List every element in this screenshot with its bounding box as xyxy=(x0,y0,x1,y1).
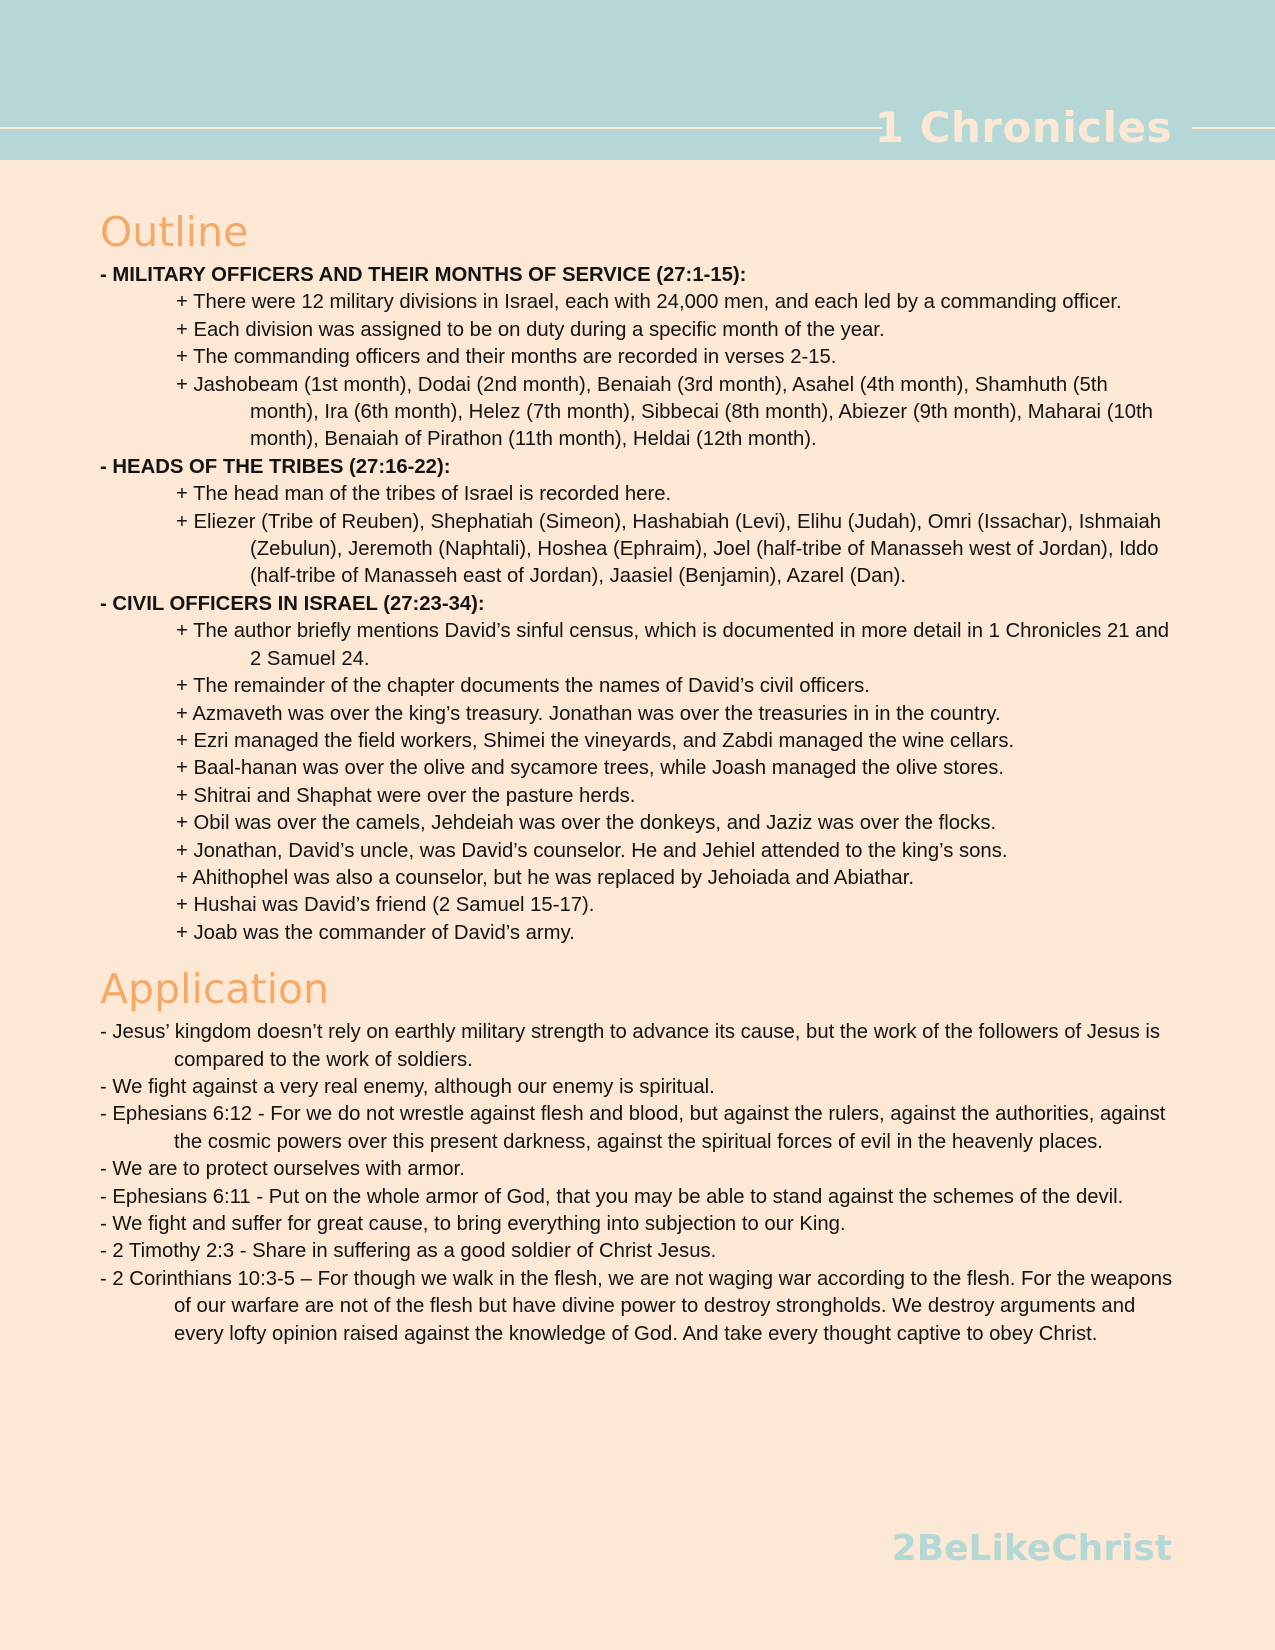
outline-point: + Eliezer (Tribe of Reuben), Shephatiah (Simeon), Hashabiah (Levi), Elihu (Judah), Omri (Issachar), Ishmaiah (Zebulun), Jeremoth (Naphtali), Hoshea (Ephraim), Joel (half-tribe of Manasseh west of Jordan), Iddo (half-tribe of Manasseh east of Jordan), Jaasiel (Benjamin), Azarel (Dan). xyxy=(176,510,1162,588)
application-point: - Ephesians 6:12 - For we do not wrestle against flesh and blood, but against the rulers, against the authorities, against the cosmic powers over this present darkness, against the spiritual forces of evil in the heavenly places. xyxy=(100,1103,1166,1153)
outline-point: + There were 12 military divisions in Israel, each with 24,000 men, and each led by a commanding officer. xyxy=(176,291,1122,314)
outline-point: + Baal-hanan was over the olive and sycamore trees, while Joash managed the olive stores. xyxy=(176,757,1005,780)
outline-point: + Jonathan, David’s uncle, was David’s counselor. He and Jehiel attended to the king’s sons. xyxy=(176,839,1008,862)
outline-point: + Ahithophel was also a counselor, but he was replaced by Jehoiada and Abiathar. xyxy=(176,866,914,889)
application-point: - 2 Timothy 2:3 - Share in suffering as a good soldier of Christ Jesus. xyxy=(100,1240,717,1263)
application-point: - Jesus’ kingdom doesn’t rely on earthly military strength to advance its cause, but the work of the followers of Jesus is compared to the work of soldiers. xyxy=(100,1021,1161,1071)
outline-point: + Ezri managed the field workers, Shimei the vineyards, and Zabdi managed the wine cellars. xyxy=(176,729,1015,752)
outline-section-title: - MILITARY OFFICERS AND THEIR MONTHS OF SERVICE (27:1-15): xyxy=(100,264,747,286)
application-point: - Ephesians 6:11 - Put on the whole armor of God, that you may be able to stand against the schemes of the devil. xyxy=(100,1185,1124,1208)
header-rule-left xyxy=(0,127,882,129)
outline-point: + Obil was over the camels, Jehdeiah was over the donkeys, and Jaziz was over the flocks. xyxy=(176,812,997,835)
application-point: - We fight against a very real enemy, although our enemy is spiritual. xyxy=(100,1075,715,1098)
outline-point: + The author briefly mentions David’s sinful census, which is documented in more detail in 1 Chronicles 21 and 2 Samuel 24. xyxy=(176,620,1169,670)
outline-point: + The head man of the tribes of Israel is recorded here. xyxy=(176,483,672,506)
application-point: - 2 Corinthians 10:3-5 – For though we walk in the flesh, we are not waging war according to the flesh. For the weapons of our warfare are not of the flesh but have divine power to destroy strongholds. We destroy arguments and every lofty opinion raised against the knowledge of God. And take every thought captive to obey Christ. xyxy=(100,1267,1173,1345)
outline-point: + Jashobeam (1st month), Dodai (2nd month), Benaiah (3rd month), Asahel (4th month), Shamhuth (5th month), Ira (6th month), Helez (7th month), Sibbecai (8th month), Abiezer (9th month), Maharai (10th month), Benaiah of Pirathon (11th month), Heldai (12th month). xyxy=(176,373,1153,451)
outline-section-tribes xyxy=(100,454,1180,591)
outline-point: + Each division was assigned to be on duty during a specific month of the year. xyxy=(176,318,885,341)
outline-section-civil xyxy=(100,591,1180,947)
outline-point: + Azmaveth was over the king’s treasury. Jonathan was over the treasuries in in the country. xyxy=(176,702,1001,725)
application-point: - We fight and suffer for great cause, to bring everything into subjection to our King. xyxy=(100,1213,846,1235)
footer-brand-logo: 2BeLikeChrist xyxy=(891,1528,1172,1569)
book-title: 1 Chronicles xyxy=(874,103,1172,152)
outline-section-military xyxy=(100,262,1180,454)
outline-point: + The commanding officers and their months are recorded in verses 2-15. xyxy=(176,346,837,369)
application-point: - We are to protect ourselves with armor. xyxy=(100,1158,465,1181)
outline-section-title: - HEADS OF THE TRIBES (27:16-22): xyxy=(100,455,451,478)
application-list xyxy=(100,1019,1180,1348)
outline-point: + Hushai was David’s friend (2 Samuel 15-17). xyxy=(176,894,595,917)
outline-section-title: - CIVIL OFFICERS IN ISRAEL (27:23-34): xyxy=(100,592,485,615)
outline-heading: Outline xyxy=(100,208,249,256)
header-rule-right xyxy=(1192,127,1275,129)
outline-point: + Shitrai and Shaphat were over the pasture herds. xyxy=(176,784,636,807)
outline-point: + Joab was the commander of David’s army. xyxy=(176,921,575,944)
application-heading: Application xyxy=(100,965,330,1014)
outline-point: + The remainder of the chapter documents the names of David’s civil officers. xyxy=(176,675,870,698)
document-body xyxy=(100,204,1180,1348)
